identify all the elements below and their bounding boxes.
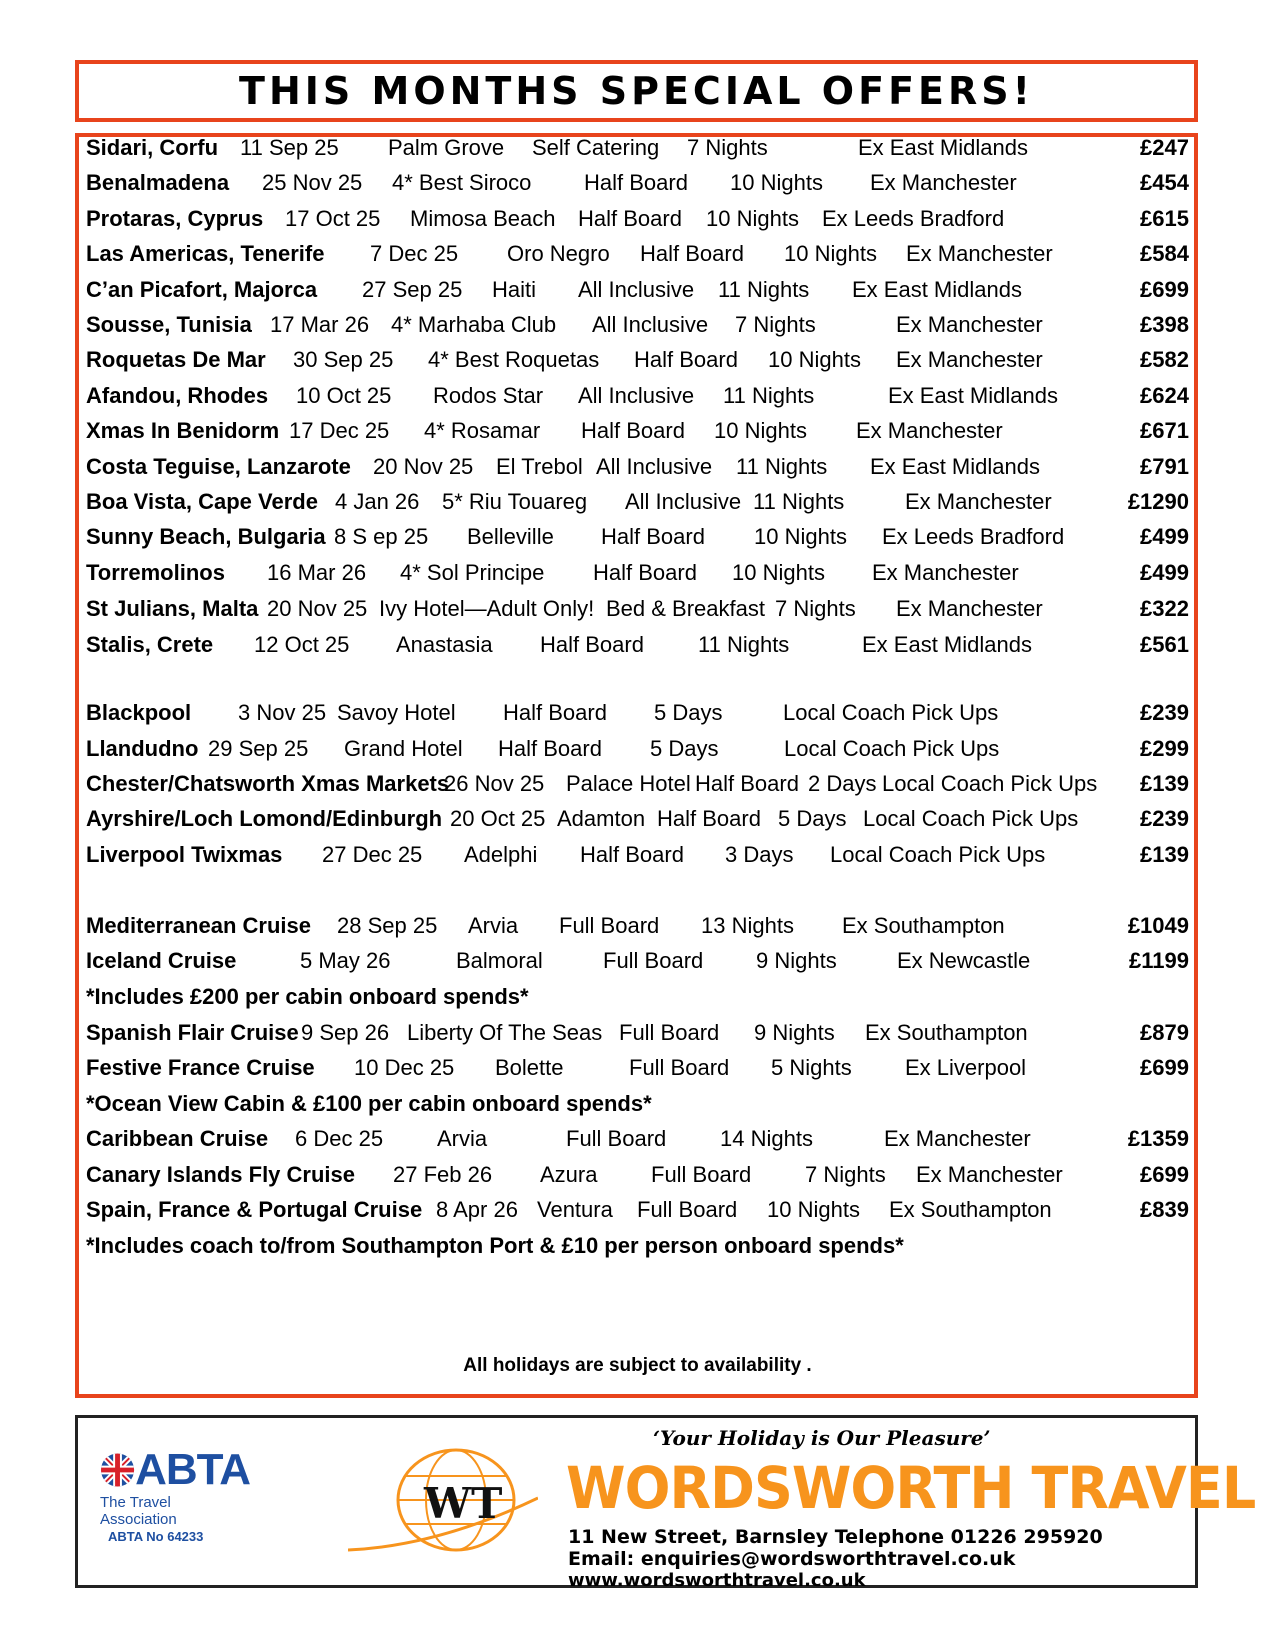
- offer-duration: 11 Nights: [736, 454, 828, 479]
- offer-row: [86, 698, 1189, 728]
- offer-departure: Ex Manchester: [884, 1126, 1031, 1151]
- page-title: THIS MONTHS SPECIAL OFFERS!: [239, 69, 1034, 113]
- offer-destination: Boa Vista, Cape Verde: [86, 489, 318, 514]
- offer-board: Full Board: [619, 1020, 720, 1045]
- offer-date: 26 Nov 25: [444, 771, 545, 796]
- offer-hotel: Ivy Hotel—Adult Only!: [379, 596, 595, 621]
- offer-row: [86, 452, 1189, 482]
- offer-duration: 11 Nights: [718, 277, 810, 302]
- offer-price: £1049: [1127, 913, 1189, 938]
- offer-row: [86, 381, 1189, 411]
- offer-destination: Spanish Flair Cruise: [86, 1020, 299, 1045]
- offer-duration: 5 Nights: [771, 1055, 852, 1080]
- offer-row: [86, 911, 1189, 941]
- offer-price: £879: [1140, 1020, 1189, 1045]
- offer-hotel: Adelphi: [464, 842, 538, 867]
- offer-price: £139: [1140, 842, 1189, 867]
- offer-destination: Spain, France & Portugal Cruise: [86, 1197, 423, 1222]
- company-tagline: ‘Your Holiday is Our Pleasure’: [653, 1426, 991, 1450]
- offer-departure: Ex Manchester: [872, 560, 1019, 585]
- offer-board: All Inclusive: [625, 489, 742, 514]
- offer-date: 12 Oct 25: [254, 632, 350, 657]
- offer-departure: Local Coach Pick Ups: [863, 806, 1079, 831]
- offer-destination: Stalis, Crete: [86, 632, 214, 657]
- offer-hotel: 4* Best Roquetas: [428, 347, 600, 372]
- offer-departure: Ex Liverpool: [905, 1055, 1027, 1080]
- offer-board: Full Board: [651, 1162, 752, 1187]
- offer-hotel: Mimosa Beach: [410, 206, 556, 231]
- offer-price: £1199: [1129, 948, 1189, 973]
- offer-board: Bed & Breakfast: [606, 596, 765, 621]
- offer-hotel: Ventura: [537, 1197, 613, 1222]
- offer-board: All Inclusive: [578, 383, 695, 408]
- offer-date: 9 Sep 26: [301, 1020, 390, 1045]
- offer-board: All Inclusive: [578, 277, 695, 302]
- offer-date: 3 Nov 25: [238, 700, 327, 725]
- offer-row: [86, 630, 1189, 660]
- offer-departure: Ex East Midlands: [888, 383, 1058, 408]
- offer-price: £699: [1140, 277, 1189, 302]
- offer-destination: Benalmadena: [86, 170, 230, 195]
- offer-date: 29 Sep 25: [208, 736, 309, 761]
- abta-tagline: The Travel Association: [100, 1494, 177, 1528]
- offer-price: £615: [1140, 206, 1189, 231]
- availability-disclaimer: All holidays are subject to availability .: [463, 1355, 812, 1376]
- offer-price: £624: [1140, 383, 1189, 408]
- abta-number: ABTA No 64233: [108, 1529, 204, 1544]
- offer-row: [86, 769, 1189, 799]
- logo-initials: WT: [424, 1479, 503, 1528]
- offer-destination: Ayrshire/Loch Lomond/Edinburgh: [86, 806, 443, 831]
- offer-departure: Ex East Midlands: [862, 632, 1032, 657]
- offer-date: 27 Feb 26: [393, 1162, 493, 1187]
- offer-date: 10 Oct 25: [296, 383, 392, 408]
- union-jack-globe-icon: [100, 1452, 135, 1488]
- offer-duration: 7 Nights: [775, 596, 856, 621]
- offer-hotel: Oro Negro: [507, 241, 610, 266]
- offer-destination: Liverpool Twixmas: [86, 842, 283, 867]
- offer-departure: Ex Leeds Bradford: [882, 524, 1065, 549]
- offer-date: 8 Apr 26: [436, 1197, 518, 1222]
- offer-row: [86, 275, 1189, 305]
- offer-row: [86, 1160, 1189, 1190]
- offer-price: £239: [1140, 806, 1189, 831]
- offer-destination: Torremolinos: [86, 560, 225, 585]
- offer-departure: Ex Manchester: [896, 312, 1043, 337]
- offer-board: Half Board: [578, 206, 682, 231]
- offer-date: 5 May 26: [300, 948, 391, 973]
- offer-departure: Local Coach Pick Ups: [784, 736, 1000, 761]
- offer-board: Full Board: [603, 948, 704, 973]
- offer-board: Half Board: [584, 170, 688, 195]
- offer-departure: Ex Leeds Bradford: [822, 206, 1005, 231]
- abta-wordmark: ABTA: [135, 1445, 250, 1494]
- offer-departure: Ex Manchester: [896, 596, 1043, 621]
- offer-duration: 10 Nights: [714, 418, 807, 443]
- offer-duration: 10 Nights: [730, 170, 823, 195]
- offer-departure: Local Coach Pick Ups: [882, 771, 1098, 796]
- offer-departure: Local Coach Pick Ups: [783, 700, 999, 725]
- offer-board: Half Board: [634, 347, 738, 372]
- wordsworth-globe-logo: [348, 1438, 538, 1568]
- offer-price: £139: [1140, 771, 1189, 796]
- offer-hotel: Belleville: [467, 524, 554, 549]
- offer-destination: St Julians, Malta: [86, 596, 259, 621]
- offer-date: 16 Mar 26: [267, 560, 367, 585]
- offer-hotel: Arvia: [437, 1126, 488, 1151]
- offer-destination: Caribbean Cruise: [86, 1126, 269, 1151]
- offer-row: [86, 310, 1189, 340]
- company-address: 11 New Street, Barnsley Telephone 01226 295920: [568, 1526, 1103, 1548]
- offer-date: 4 Jan 26: [335, 489, 420, 514]
- offer-row: [86, 204, 1189, 234]
- offer-price: £1290: [1127, 489, 1189, 514]
- offer-row: [86, 133, 1189, 163]
- offer-row: [86, 522, 1189, 552]
- offer-row: [86, 345, 1189, 375]
- offer-destination: Festive France Cruise: [86, 1055, 315, 1080]
- offer-hotel: Grand Hotel: [344, 736, 463, 761]
- offer-destination: Protaras, Cyprus: [86, 206, 264, 231]
- offer-destination: Costa Teguise, Lanzarote: [86, 454, 351, 479]
- offer-price: £239: [1140, 700, 1189, 725]
- offer-price: £699: [1140, 1055, 1189, 1080]
- offer-destination: Chester/Chatsworth Xmas Markets: [86, 771, 450, 796]
- offer-row: [86, 1124, 1189, 1154]
- offer-duration: 10 Nights: [732, 560, 825, 585]
- offer-price: £247: [1140, 135, 1189, 160]
- offer-hotel: 4* Rosamar: [424, 418, 541, 443]
- offer-date: 6 Dec 25: [295, 1126, 384, 1151]
- footer-banner: [75, 1415, 1256, 1591]
- offer-hotel: Liberty Of The Seas: [407, 1020, 603, 1045]
- offer-price: £499: [1140, 560, 1189, 585]
- offer-destination: Roquetas De Mar: [86, 347, 266, 372]
- offer-duration: 7 Nights: [735, 312, 816, 337]
- offer-hotel: Azura: [540, 1162, 598, 1187]
- offer-duration: 11 Nights: [723, 383, 815, 408]
- offer-board: Half Board: [540, 632, 644, 657]
- offer-price: £398: [1140, 312, 1189, 337]
- offer-date: 27 Dec 25: [322, 842, 423, 867]
- offer-board: Full Board: [559, 913, 660, 938]
- offer-price: £299: [1140, 736, 1189, 761]
- offer-date: 28 Sep 25: [337, 913, 438, 938]
- offer-row: [86, 1018, 1189, 1048]
- offer-date: 20 Nov 25: [373, 454, 474, 479]
- offer-date: 20 Oct 25: [450, 806, 546, 831]
- cruise-note: *Includes coach to/from Southampton Port & £10 per person onboard spends*: [86, 1233, 904, 1258]
- offer-departure: Ex Manchester: [896, 347, 1043, 372]
- offer-departure: Ex Southampton: [842, 913, 1005, 938]
- offer-row: [86, 558, 1189, 588]
- offer-board: Half Board: [640, 241, 744, 266]
- offer-hotel: 4* Best Siroco: [392, 170, 532, 195]
- offer-board: Half Board: [601, 524, 705, 549]
- offer-price: £499: [1140, 524, 1189, 549]
- cruise-note: *Ocean View Cabin & £100 per cabin onboard spends*: [86, 1091, 652, 1116]
- offer-date: 17 Oct 25: [285, 206, 381, 231]
- offer-hotel: Bolette: [495, 1055, 564, 1080]
- offer-date: 17 Mar 26: [270, 312, 370, 337]
- offer-row: [86, 239, 1189, 269]
- offer-hotel: Savoy Hotel: [337, 700, 456, 725]
- offer-duration: 10 Nights: [706, 206, 799, 231]
- offer-departure: Ex Southampton: [889, 1197, 1052, 1222]
- offer-row: [86, 804, 1189, 834]
- offer-hotel: Rodos Star: [433, 383, 544, 408]
- offer-destination: Mediterranean Cruise: [86, 913, 311, 938]
- abta-badge: [100, 1445, 250, 1544]
- offer-duration: 3 Days: [725, 842, 794, 867]
- offer-duration: 10 Nights: [784, 241, 877, 266]
- offer-destination: Llandudno: [86, 736, 199, 761]
- offer-date: 20 Nov 25: [267, 596, 368, 621]
- offer-row: [86, 416, 1189, 446]
- offer-price: £699: [1140, 1162, 1189, 1187]
- company-website: www.wordsworthtravel.co.uk: [568, 1570, 866, 1591]
- offer-board: Half Board: [503, 700, 607, 725]
- offer-row: [86, 840, 1189, 870]
- offer-departure: Ex Newcastle: [897, 948, 1031, 973]
- offer-date: 17 Dec 25: [289, 418, 390, 443]
- offer-board: Full Board: [566, 1126, 667, 1151]
- offer-row: [86, 594, 1189, 624]
- offer-hotel: 4* Marhaba Club: [391, 312, 557, 337]
- offer-destination: Las Americas, Tenerife: [86, 241, 325, 266]
- offer-board: Self Catering: [532, 135, 660, 160]
- offer-row: [86, 1195, 1189, 1225]
- offer-price: £454: [1140, 170, 1189, 195]
- offer-departure: Ex Manchester: [856, 418, 1003, 443]
- company-name: WORDSWORTH TRAVEL: [566, 1454, 1256, 1522]
- offer-duration: 7 Nights: [687, 135, 768, 160]
- offer-destination: Sidari, Corfu: [86, 135, 219, 160]
- offer-departure: Ex Manchester: [905, 489, 1052, 514]
- offer-departure: Ex Manchester: [870, 170, 1017, 195]
- offer-price: £322: [1140, 596, 1189, 621]
- offer-hotel: Palace Hotel: [566, 771, 691, 796]
- offer-date: 27 Sep 25: [362, 277, 463, 302]
- offer-hotel: Adamton: [557, 806, 646, 831]
- offer-hotel: Palm Grove: [388, 135, 505, 160]
- offer-price: £584: [1140, 241, 1189, 266]
- offer-hotel: Anastasia: [396, 632, 493, 657]
- offer-price: £1359: [1127, 1126, 1189, 1151]
- offer-destination: Afandou, Rhodes: [86, 383, 269, 408]
- offer-duration: 10 Nights: [768, 347, 861, 372]
- offer-departure: Ex East Midlands: [852, 277, 1022, 302]
- offer-duration: 7 Nights: [805, 1162, 886, 1187]
- offer-board: Half Board: [581, 418, 685, 443]
- offer-departure: Ex Southampton: [865, 1020, 1028, 1045]
- company-email: Email: enquiries@wordsworthtravel.co.uk: [568, 1548, 1016, 1570]
- offer-duration: 11 Nights: [698, 632, 790, 657]
- offer-duration: 5 Days: [654, 700, 723, 725]
- offer-date: 25 Nov 25: [262, 170, 363, 195]
- offer-duration: 10 Nights: [754, 524, 847, 549]
- offer-board: Full Board: [629, 1055, 730, 1080]
- offer-price: £839: [1140, 1197, 1189, 1222]
- offer-duration: 9 Nights: [754, 1020, 835, 1045]
- offer-hotel: Balmoral: [456, 948, 543, 973]
- offer-duration: 5 Days: [650, 736, 719, 761]
- offer-hotel: El Trebol: [496, 454, 583, 479]
- offer-hotel: 4* Sol Principe: [400, 560, 545, 585]
- title-banner: [75, 60, 1198, 122]
- offer-duration: 13 Nights: [701, 913, 794, 938]
- offer-price: £561: [1140, 632, 1189, 657]
- offer-hotel: Arvia: [468, 913, 519, 938]
- offer-destination: C’an Picafort, Majorca: [86, 277, 318, 302]
- offer-duration: 11 Nights: [753, 489, 845, 514]
- offer-destination: Xmas In Benidorm: [86, 418, 280, 443]
- offer-duration: 9 Nights: [756, 948, 837, 973]
- offer-hotel: Haiti: [492, 277, 537, 302]
- offer-hotel: 5* Riu Touareg: [442, 489, 588, 514]
- offer-row: [86, 946, 1189, 976]
- offer-destination: Iceland Cruise: [86, 948, 237, 973]
- offer-departure: Ex East Midlands: [870, 454, 1040, 479]
- offer-board: All Inclusive: [592, 312, 709, 337]
- offer-destination: Sousse, Tunisia: [86, 312, 252, 337]
- offer-price: £582: [1140, 347, 1189, 372]
- offer-date: 30 Sep 25: [293, 347, 394, 372]
- offer-row: [86, 487, 1189, 517]
- offer-duration: 14 Nights: [720, 1126, 813, 1151]
- offer-board: Half Board: [498, 736, 602, 761]
- offer-duration: 5 Days: [778, 806, 847, 831]
- offer-date: 11 Sep 25: [240, 135, 339, 160]
- offer-date: 7 Dec 25: [370, 241, 459, 266]
- offer-price: £671: [1140, 418, 1189, 443]
- offer-price: £791: [1140, 454, 1189, 479]
- offer-departure: Ex Manchester: [916, 1162, 1063, 1187]
- offer-departure: Ex Manchester: [906, 241, 1053, 266]
- offer-row: [86, 734, 1189, 764]
- offer-board: All Inclusive: [596, 454, 713, 479]
- cruise-note: *Includes £200 per cabin onboard spends*: [86, 984, 529, 1009]
- offer-duration: 10 Nights: [767, 1197, 860, 1222]
- offer-board: Half Board: [695, 771, 799, 796]
- offer-destination: Sunny Beach, Bulgaria: [86, 524, 326, 549]
- offer-destination: Blackpool: [86, 700, 192, 725]
- offer-board: Half Board: [593, 560, 697, 585]
- offer-board: Half Board: [657, 806, 761, 831]
- offer-board: Full Board: [637, 1197, 738, 1222]
- offer-row: [86, 1053, 1189, 1083]
- offer-date: 8 S ep 25: [334, 524, 429, 549]
- offer-destination: Canary Islands Fly Cruise: [86, 1162, 355, 1187]
- offer-date: 10 Dec 25: [354, 1055, 455, 1080]
- offer-board: Half Board: [580, 842, 684, 867]
- offer-departure: Local Coach Pick Ups: [830, 842, 1046, 867]
- offer-duration: 2 Days: [808, 771, 877, 796]
- offer-row: [86, 168, 1189, 198]
- offer-departure: Ex East Midlands: [858, 135, 1028, 160]
